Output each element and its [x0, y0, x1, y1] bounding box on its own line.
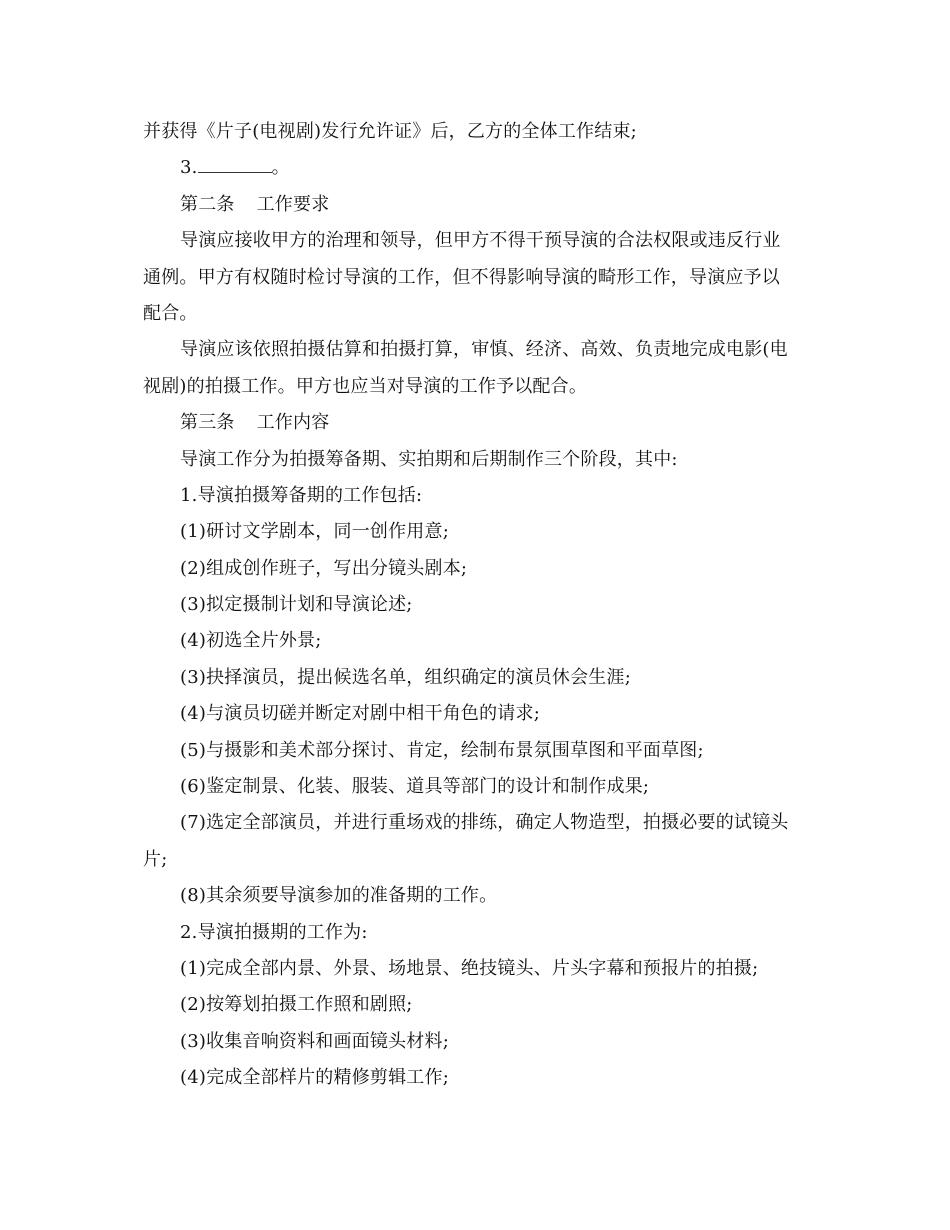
list-heading: 2.导演拍摄期的工作为: [180, 921, 368, 943]
paragraph-line: 并获得《片子(电视剧)发行允许证》后，乙方的全体工作结束; [143, 121, 637, 142]
list-number: 3. [180, 157, 198, 179]
paragraph-line: 导演应接收甲方的治理和领导，但甲方不得干预导演的合法权限或违反行业 [180, 230, 781, 252]
list-suffix: 。 [271, 157, 290, 179]
list-item-continuation: 片; [143, 848, 168, 870]
list-item: (3)抉择演员，提出候选名单，组织确定的演员休会生涯; [180, 666, 631, 688]
paragraph-line: 配合。 [143, 302, 198, 324]
paragraph-line: 视剧)的拍摄工作。甲方也应当对导演的工作予以配合。 [143, 375, 588, 397]
section-title: 工作内容 [256, 412, 330, 434]
list-heading: 1.导演拍摄筹备期的工作包括: [180, 484, 423, 506]
section-heading [143, 405, 811, 441]
fill-in-blank [198, 158, 272, 173]
list-item: (2)组成创作班子，写出分镜头剧本; [180, 557, 468, 579]
list-item: (7)选定全部演员，并进行重场戏的排练，确定人物造型，拍摄必要的试镜头 [180, 812, 789, 834]
paragraph-line: 通例。甲方有权随时检讨导演的工作，但不得影响导演的畸形工作，导演应予以 [143, 266, 780, 288]
section-title: 工作要求 [256, 193, 330, 215]
section-heading [143, 187, 811, 223]
list-item: (4)初选全片外景; [180, 630, 322, 652]
document-body [143, 114, 811, 1097]
list-item: (3)拟定摄制计划和导演论述; [180, 594, 413, 616]
list-item: (4)完成全部样片的精修剪辑工作; [180, 1067, 449, 1089]
section-label: 第三条 [180, 412, 235, 434]
section-label: 第二条 [180, 193, 235, 215]
list-item: (4)与演员切磋并断定对剧中相干角色的请求; [180, 703, 540, 725]
paragraph-line: 导演应该依照拍摄估算和拍摄打算，审慎、经济、高效、负责地完成电影(电 [180, 339, 788, 361]
paragraph-line: 导演工作分为拍摄筹备期、实拍期和后期制作三个阶段，其中: [180, 448, 678, 470]
list-item-blank [143, 150, 811, 186]
list-item: (1)完成全部内景、外景、场地景、绝技镜头、片头字幕和预报片的拍摄; [180, 957, 759, 979]
list-item: (8)其余须要导演参加的准备期的工作。 [180, 885, 498, 907]
list-item: (5)与摄影和美术部分探讨、肯定，绘制布景氛围草图和平面草图; [180, 739, 704, 761]
list-item: (6)鉴定制景、化装、服装、道具等部门的设计和制作成果; [180, 776, 650, 798]
list-item: (2)按筹划拍摄工作照和剧照; [180, 994, 413, 1016]
list-item: (3)收集音响资料和画面镜头材料; [180, 1030, 449, 1052]
list-item: (1)研讨文学剧本，同一创作用意; [180, 521, 449, 543]
